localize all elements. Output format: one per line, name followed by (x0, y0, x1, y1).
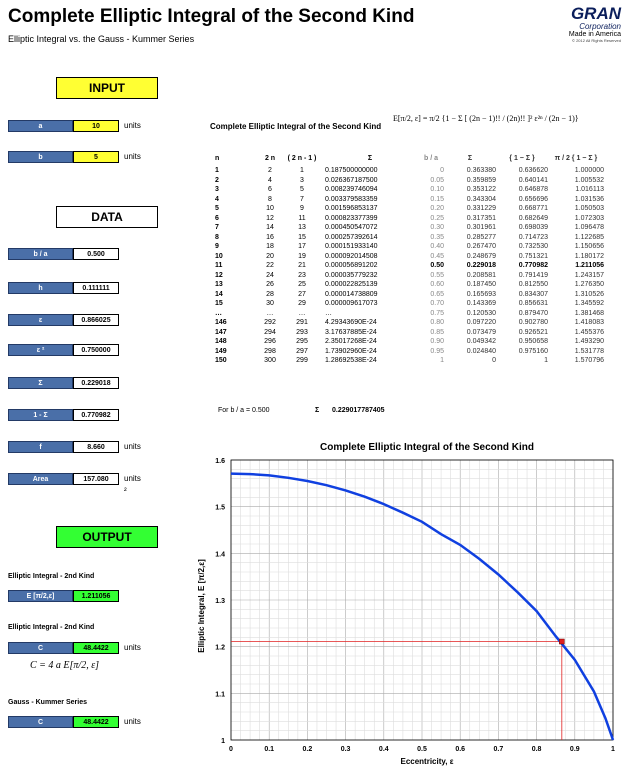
cell-2n-1: 21 (298, 262, 306, 269)
x-axis-label: Eccentricity, ε (400, 757, 454, 766)
cell-ba: 0.30 (430, 224, 444, 231)
table-row (418, 271, 604, 281)
table-row (418, 185, 604, 195)
cell-ratio-sigma: 0.353122 (466, 186, 496, 193)
series-table (215, 152, 415, 366)
table-row (215, 252, 415, 262)
cell-ratio-sigma: 0.120530 (466, 309, 496, 317)
c2-label: C (8, 716, 73, 728)
cell-one-minus-sigma: 0.879470 (518, 309, 548, 317)
cell-n: 10 (215, 252, 223, 260)
header-n: n (215, 155, 220, 163)
table-row (215, 328, 415, 338)
y-tick-label: 1.3 (215, 598, 225, 605)
cell-2n-1: 299 (296, 357, 308, 364)
cell-ratio-sigma: 0 (492, 357, 496, 364)
cell-ba: 0 (440, 167, 444, 174)
table-row (215, 223, 415, 233)
table-row (215, 242, 415, 252)
cell-ba: 0.55 (430, 271, 444, 279)
cell-sigma: 0.003379583359 (325, 195, 378, 203)
series-table-title: Complete Elliptic Integral of the Second Kind (210, 122, 382, 131)
cell-e-value: 1.150656 (574, 243, 604, 250)
cell-2n-1: 7 (300, 195, 304, 203)
cell-e-value: 1.211056 (575, 262, 604, 269)
cell-sigma: 0.187500000000 (325, 167, 378, 174)
cell-ratio-sigma: 0.359859 (466, 176, 496, 184)
input-heading: INPUT (56, 77, 158, 99)
cell-e-value: 1.493290 (574, 338, 604, 345)
cell-2n: 22 (266, 262, 274, 269)
cell-ba: 0.05 (430, 176, 444, 184)
cell-2n: 30 (266, 300, 274, 307)
table-row (418, 347, 604, 357)
y-axis-label: Elliptic Integral, E [π/2,ε] (197, 559, 206, 653)
cell-2n-1: 291 (296, 319, 308, 326)
table-row (418, 195, 604, 205)
cell-ratio-sigma: 0.248679 (466, 252, 496, 260)
output-caption-gauss: Gauss - Kummer Series (8, 699, 87, 706)
cell-n: 9 (215, 243, 219, 250)
chart-grid (231, 460, 613, 740)
table-row (418, 166, 604, 176)
cell-sigma: 2.35017268E-24 (325, 338, 377, 345)
cell-ratio-sigma: 0.143369 (466, 300, 496, 307)
table-row (215, 299, 415, 309)
table-row (215, 176, 415, 186)
cell-sigma: 0.000151933140 (325, 243, 378, 250)
x-tick-label: 0.1 (264, 746, 275, 753)
cell-e-value: 1.276350 (574, 281, 604, 288)
cell-sigma: 0.008239746094 (325, 186, 378, 193)
cell-e-value: 1.122685 (574, 233, 604, 241)
cell-2n: 10 (266, 205, 274, 212)
table-row (418, 233, 604, 243)
table-row (215, 185, 415, 195)
cell-ratio-sigma: 0.049342 (466, 338, 496, 345)
cell-ratio-sigma: 0.187450 (466, 281, 496, 288)
cell-2n: 20 (266, 252, 274, 260)
cell-2n-1: 9 (300, 205, 304, 212)
cell-2n: 14 (266, 224, 274, 231)
header-e-value: π / 2 { 1 − Σ } (554, 155, 598, 163)
header-ratio-sigma: Σ (467, 155, 473, 163)
gran-logo (511, 4, 621, 43)
x-tick-label: 1 (611, 746, 615, 753)
c2-unit: units (124, 717, 141, 726)
c-unit: units (124, 643, 141, 652)
cell-2n-1: 293 (296, 328, 308, 336)
table-row (418, 299, 604, 309)
table-row (418, 280, 604, 290)
cell-one-minus-sigma: 0.646878 (518, 186, 548, 193)
c2-value: 48.4422 (73, 716, 119, 728)
cell-sigma: … (325, 309, 332, 317)
h-label: h (8, 282, 73, 294)
cell-e-value: 1.016113 (575, 186, 604, 193)
x-tick-label: 0.3 (340, 746, 351, 753)
cell-n: 15 (215, 300, 223, 307)
table-row (215, 271, 415, 281)
table-row (215, 204, 415, 214)
logo-made-in: Made in America (568, 31, 621, 38)
table-row (418, 261, 604, 271)
cell-sigma: 4.29343690E-24 (325, 319, 377, 326)
cell-sigma: 0.001596853137 (325, 205, 378, 212)
cell-n: 148 (215, 338, 227, 345)
cell-ratio-sigma: 0.208581 (466, 271, 496, 279)
cell-ba: 0.85 (430, 328, 444, 336)
sigma-label: Σ (8, 377, 73, 389)
cell-one-minus-sigma: 0.975160 (518, 347, 548, 355)
cell-ba: 0.25 (430, 214, 444, 222)
cell-one-minus-sigma: 1 (544, 357, 548, 364)
cell-ba: 1 (440, 357, 444, 364)
cell-e-value: 1.243157 (574, 271, 604, 279)
ratio-table (418, 152, 604, 366)
cell-sigma: 0.000014738809 (325, 290, 378, 298)
cell-2n: 24 (266, 271, 274, 279)
series-formula: E[π/2, ε] = π/2 {1 − Σ [ (2n − 1)!! / (2n)!! ]² ε²ⁿ / (2n − 1)} (393, 114, 579, 123)
logo-rights: © 2012 All Rights Reserved (572, 38, 621, 43)
ecc-label: ε (8, 314, 73, 326)
page-title: Complete Elliptic Integral of the Second Kind (8, 6, 415, 27)
cell-n: 147 (215, 328, 227, 336)
cell-2n-1: 13 (298, 224, 306, 231)
table-row (418, 252, 604, 262)
table-row (215, 261, 415, 271)
table-row (418, 318, 604, 328)
cell-sigma: 0.000035779232 (325, 271, 378, 279)
cell-ba: 0.50 (430, 262, 444, 269)
y-tick-label: 1 (221, 738, 225, 745)
cell-e-value: 1.345592 (574, 300, 604, 307)
cell-e-value: 1.381468 (574, 309, 604, 317)
ba-label: b / a (8, 248, 73, 260)
logo-brand: GRAN (570, 4, 621, 23)
header-2n-1: ( 2 n - 1 ) (287, 155, 317, 163)
y-tick-label: 1.2 (215, 644, 225, 652)
cell-2n: 2 (268, 167, 272, 174)
table-row (418, 309, 604, 319)
b-unit: units (124, 152, 141, 161)
cell-n: 8 (215, 233, 219, 241)
chart-title: Complete Elliptic Integral of the Second Kind (320, 442, 534, 453)
cell-n: 13 (215, 281, 223, 288)
header-one-minus-sigma: { 1 − Σ } (509, 155, 535, 163)
cell-2n-1: 295 (296, 338, 308, 345)
cell-2n-1: 29 (298, 300, 306, 307)
e-label: E [π/2,ε] (8, 590, 73, 602)
x-tick-labels (229, 746, 615, 753)
f-value: 8.660 (73, 441, 119, 453)
cell-sigma: 1.28692538E-24 (325, 357, 377, 364)
cell-n: 149 (215, 347, 227, 355)
cell-ba: 0.75 (430, 309, 444, 317)
c-value: 48.4422 (73, 642, 119, 654)
table-row (215, 318, 415, 328)
cell-one-minus-sigma: 0.751321 (518, 252, 548, 260)
f-unit: units (124, 442, 141, 451)
area-label: Area (8, 473, 73, 485)
cell-ratio-sigma: 0.097220 (466, 319, 496, 326)
table-row (215, 280, 415, 290)
output-caption-c: Elliptic Integral - 2nd Kind (8, 624, 95, 631)
cell-2n: 294 (264, 328, 276, 336)
cell-one-minus-sigma: 0.770982 (518, 262, 548, 269)
cell-ba: 0.65 (430, 290, 444, 298)
cell-sigma: 0.000450547072 (325, 224, 378, 231)
y-tick-label: 1.4 (215, 551, 225, 559)
x-tick-label: 0.4 (378, 746, 389, 753)
x-tick-label: 0.6 (455, 746, 466, 753)
header-2n: 2 n (264, 155, 276, 163)
cell-ba: 0.90 (430, 338, 444, 345)
cell-ba: 0.10 (430, 186, 444, 193)
logo-corporation: Corporation (579, 22, 621, 31)
cell-ba: 0.20 (430, 205, 444, 212)
table-row (215, 290, 415, 300)
cell-one-minus-sigma: 0.791419 (518, 271, 548, 279)
cell-n: 146 (215, 319, 227, 326)
series-footer-sigma: Σ (315, 407, 320, 414)
cell-ratio-sigma: 0.301961 (466, 224, 496, 231)
cell-e-value: 1.005532 (574, 176, 604, 184)
c-label: C (8, 642, 73, 654)
ecc-value: 0.866025 (73, 314, 119, 326)
cell-e-value: 1.000000 (574, 167, 604, 174)
cell-sigma: 0.000257392614 (325, 233, 378, 241)
cell-ratio-sigma: 0.317351 (466, 214, 496, 222)
f-label: f (8, 441, 73, 453)
table-row (418, 337, 604, 347)
cell-sigma: 0.000009617073 (325, 300, 378, 307)
output-heading: OUTPUT (56, 526, 158, 548)
y-tick-labels (215, 458, 225, 745)
x-tick-label: 0.8 (531, 746, 542, 753)
page-subtitle: Elliptic Integral vs. the Gauss - Kummer Series (8, 34, 195, 44)
cell-n: 4 (215, 195, 219, 203)
cell-n: 150 (215, 357, 227, 364)
table-row (215, 356, 415, 366)
cell-n: 6 (215, 214, 219, 222)
cell-2n-1: 11 (298, 214, 306, 222)
table-row (215, 233, 415, 243)
cell-ba: 0.40 (430, 243, 444, 250)
cell-n: 11 (215, 262, 223, 269)
cell-ratio-sigma: 0.024840 (466, 347, 496, 355)
cell-ratio-sigma: 0.285277 (466, 233, 496, 241)
area-value: 157.080 (73, 473, 119, 485)
cell-sigma: 0.000092014508 (325, 252, 378, 260)
cell-ba: 0.45 (430, 252, 444, 260)
h-value: 0.111111 (73, 282, 119, 294)
a-label: a (8, 120, 73, 132)
one-minus-sigma-label: 1 - Σ (8, 409, 73, 421)
cell-2n-1: 3 (300, 176, 304, 184)
cell-one-minus-sigma: 0.682649 (518, 214, 548, 222)
cell-e-value: 1.310526 (574, 290, 604, 298)
elliptic-chart (195, 436, 625, 769)
cell-ratio-sigma: 0.229018 (466, 262, 496, 269)
table-row (418, 214, 604, 224)
cell-2n-1: 25 (298, 281, 306, 288)
cell-sigma: 0.000022825139 (325, 281, 378, 288)
cell-2n-1: 17 (298, 243, 306, 250)
cell-e-value: 1.072303 (574, 214, 604, 222)
table-row (215, 347, 415, 357)
cell-sigma: 3.17637885E-24 (325, 328, 377, 336)
cell-one-minus-sigma: 0.834307 (518, 290, 548, 298)
cell-2n-1: 27 (298, 290, 306, 298)
cell-n: 1 (215, 167, 219, 174)
y-tick-label: 1.1 (215, 691, 225, 699)
ba-value: 0.500 (73, 248, 119, 260)
cell-2n: 28 (266, 290, 274, 298)
cell-2n: 298 (264, 347, 276, 355)
cell-2n-1: … (298, 309, 306, 317)
cell-one-minus-sigma: 0.714723 (518, 233, 548, 241)
cell-2n-1: 1 (300, 167, 304, 174)
cell-2n: 18 (266, 243, 274, 250)
cell-e-value: 1.180172 (574, 252, 604, 260)
cell-ratio-sigma: 0.331229 (466, 205, 496, 212)
cell-sigma: 0.000056891202 (325, 262, 378, 269)
cell-one-minus-sigma: 0.856631 (518, 300, 548, 307)
series-footer-value: 0.229017787405 (332, 407, 385, 414)
cell-2n: 4 (268, 176, 272, 184)
cell-one-minus-sigma: 0.668771 (518, 205, 548, 212)
cell-e-value: 1.455376 (574, 328, 604, 336)
cell-2n: 296 (264, 338, 276, 345)
table-row (215, 337, 415, 347)
cell-ba: 0.80 (430, 319, 444, 326)
circumference-formula: C = 4 a E[π/2, ε] (30, 660, 100, 671)
table-row (418, 223, 604, 233)
e-value: 1.211056 (73, 590, 119, 602)
series-footer-label: For b / a = 0.500 (218, 407, 270, 414)
cell-e-value: 1.050503 (574, 205, 604, 212)
b-label: b (8, 151, 73, 163)
cell-2n-1: 23 (298, 271, 306, 279)
one-minus-sigma-value: 0.770982 (73, 409, 119, 421)
cell-e-value: 1.531778 (574, 347, 604, 355)
cell-e-value: 1.031536 (574, 195, 604, 203)
x-tick-label: 0.2 (302, 746, 313, 753)
marker-point (559, 639, 564, 644)
cell-sigma: 0.026367187500 (325, 176, 378, 184)
cell-one-minus-sigma: 0.926521 (518, 328, 548, 336)
cell-2n: … (266, 309, 274, 317)
cell-2n-1: 297 (296, 347, 308, 355)
cell-one-minus-sigma: 0.812550 (518, 281, 548, 288)
x-tick-label: 0 (229, 746, 233, 753)
cell-sigma: 0.000823377399 (325, 214, 378, 222)
x-tick-label: 0.7 (493, 746, 504, 753)
output-caption-e: Elliptic Integral - 2nd Kind (8, 573, 95, 580)
table-row (418, 242, 604, 252)
cell-n: 12 (215, 271, 223, 279)
cell-2n: 292 (264, 319, 276, 326)
table-row (418, 176, 604, 186)
x-tick-label: 0.9 (569, 746, 580, 753)
table-row (418, 290, 604, 300)
area-unit: units ² (124, 474, 141, 495)
data-heading: DATA (56, 206, 158, 228)
a-unit: units (124, 121, 141, 130)
cell-ba: 0.60 (430, 281, 444, 288)
cell-e-value: 1.418083 (574, 319, 604, 326)
cell-ratio-sigma: 0.343304 (466, 195, 496, 203)
cell-2n: 300 (264, 357, 276, 364)
cell-n: 3 (215, 186, 219, 193)
cell-2n-1: 15 (298, 233, 306, 241)
header-sigma: Σ (367, 155, 373, 163)
cell-n: … (215, 309, 222, 317)
b-input[interactable]: 5 (73, 151, 119, 163)
cell-2n: 26 (266, 281, 274, 288)
cell-ratio-sigma: 0.363380 (466, 167, 496, 174)
cell-2n: 12 (266, 214, 274, 222)
x-tick-label: 0.5 (417, 746, 427, 753)
table-row (215, 214, 415, 224)
cell-2n: 16 (266, 233, 274, 241)
cell-n: 14 (215, 290, 223, 298)
cell-e-value: 1.570796 (574, 357, 604, 364)
cell-2n: 6 (268, 186, 272, 193)
sigma-value: 0.229018 (73, 377, 119, 389)
table-row (418, 328, 604, 338)
table-row (215, 309, 415, 319)
y-tick-label: 1.6 (215, 458, 225, 465)
cell-2n-1: 19 (298, 252, 306, 260)
cell-ba: 0.35 (430, 233, 444, 241)
cell-2n: 8 (268, 195, 272, 203)
cell-one-minus-sigma: 0.902780 (518, 319, 548, 326)
cell-n: 5 (215, 205, 219, 212)
a-input[interactable]: 10 (73, 120, 119, 132)
cell-one-minus-sigma: 0.636620 (518, 167, 548, 174)
table-row (418, 204, 604, 214)
cell-ba: 0.15 (430, 195, 444, 203)
cell-one-minus-sigma: 0.640141 (518, 176, 548, 184)
cell-n: 2 (215, 176, 219, 184)
table-row (215, 166, 415, 176)
cell-ratio-sigma: 0.073479 (466, 328, 496, 336)
y-tick-label: 1.5 (215, 504, 225, 512)
cell-n: 7 (215, 224, 219, 231)
cell-one-minus-sigma: 0.732530 (518, 243, 548, 250)
header-ba: b / a (423, 155, 438, 163)
cell-one-minus-sigma: 0.656696 (518, 195, 548, 203)
ecc2-label: ε ² (8, 344, 73, 356)
cell-ratio-sigma: 0.165693 (466, 290, 496, 298)
ecc2-value: 0.750000 (73, 344, 119, 356)
cell-e-value: 1.096478 (574, 224, 604, 231)
cell-one-minus-sigma: 0.698039 (518, 224, 548, 231)
cell-one-minus-sigma: 0.950658 (518, 338, 548, 345)
table-row (215, 195, 415, 205)
cell-ba: 0.70 (430, 300, 444, 307)
cell-2n-1: 5 (300, 186, 304, 193)
cell-ratio-sigma: 0.267470 (466, 243, 496, 250)
table-row (418, 356, 604, 366)
cell-ba: 0.95 (430, 347, 444, 355)
cell-sigma: 1.73902960E-24 (325, 347, 377, 355)
